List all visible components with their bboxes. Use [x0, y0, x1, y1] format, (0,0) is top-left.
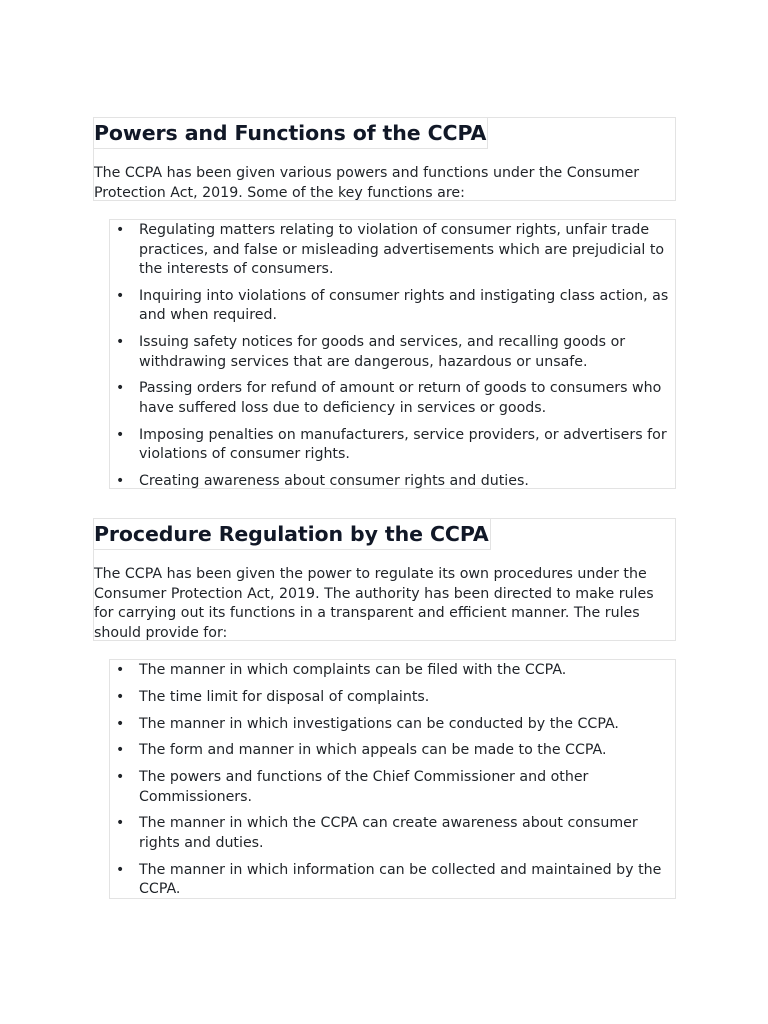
- bullet-icon: •: [116, 769, 125, 786]
- list-item: [110, 715, 675, 735]
- list-item-text: The manner in which investigations can be conducted by the CCPA.: [139, 715, 619, 732]
- bullet-list-box: [109, 219, 676, 489]
- bullet-icon: •: [116, 815, 125, 832]
- list-item: [110, 287, 675, 326]
- section-intro-text: The CCPA has been given the power to regulate its own procedures under the Consumer Protection Act, 2019. The authority has been directed to make rules for carrying out its functions in a transparent and efficient manner. The rules should provide for:: [94, 566, 654, 641]
- bullet-icon: •: [116, 287, 125, 304]
- section-powers-and-functions: [93, 117, 676, 489]
- section-intro-text: The CCPA has been given various powers and functions under the Consumer Protection Act, 2019. Some of the key functions are:: [94, 165, 640, 201]
- bullet-icon: •: [116, 472, 125, 489]
- list-item: [110, 472, 675, 492]
- list-item: [110, 379, 675, 418]
- list-item: [110, 768, 675, 807]
- bullet-list: [110, 661, 675, 900]
- list-item: [110, 741, 675, 761]
- section-heading: Procedure Regulation by the CCPA: [94, 519, 491, 550]
- list-item: [110, 333, 675, 372]
- document-page: [93, 117, 676, 899]
- section-intro-box: [93, 117, 676, 201]
- list-item-text: Passing orders for refund of amount or return of goods to consumers who have suffered loss due to deficiency in services or goods.: [139, 380, 662, 416]
- list-item: [110, 814, 675, 853]
- list-item-text: The manner in which information can be collected and maintained by the CCPA.: [139, 861, 662, 898]
- bullet-icon: •: [116, 662, 125, 678]
- list-item: [110, 861, 675, 900]
- list-item-text: The powers and functions of the Chief Commissioner and other Commissioners.: [139, 769, 589, 805]
- list-item-text: The manner in which complaints can be filed with the CCPA.: [139, 662, 567, 678]
- list-item-text: Imposing penalties on manufacturers, service providers, or advertisers for violations of consumer rights.: [139, 426, 667, 463]
- bullet-icon: •: [116, 742, 125, 759]
- section-procedure-regulation: [93, 518, 676, 899]
- bullet-list: [110, 221, 675, 491]
- list-item: [110, 661, 675, 681]
- list-item: [110, 221, 675, 280]
- bullet-icon: •: [116, 380, 125, 397]
- list-item-text: The form and manner in which appeals can be made to the CCPA.: [139, 742, 607, 759]
- list-item-text: The manner in which the CCPA can create awareness about consumer rights and duties.: [139, 815, 638, 851]
- bullet-icon: •: [116, 715, 125, 732]
- list-item-text: Regulating matters relating to violation of consumer rights, unfair trade practices, and false or misleading advertisements which are prejudicial to the interests of consumers.: [139, 222, 665, 277]
- bullet-icon: •: [116, 334, 125, 351]
- bullet-icon: •: [116, 426, 125, 443]
- bullet-icon: •: [116, 222, 125, 238]
- list-item: [110, 426, 675, 465]
- list-item-text: Inquiring into violations of consumer rights and instigating class action, as and when required.: [139, 287, 669, 324]
- list-item-text: Creating awareness about consumer rights and duties.: [139, 472, 529, 489]
- bullet-list-box: [109, 659, 676, 899]
- section-intro-box: [93, 518, 676, 641]
- list-item-text: Issuing safety notices for goods and services, and recalling goods or withdrawing services that are dangerous, hazardous or unsafe.: [139, 334, 626, 370]
- section-heading: Powers and Functions of the CCPA: [94, 118, 488, 149]
- list-item-text: The time limit for disposal of complaints.: [139, 688, 430, 705]
- list-item: [110, 688, 675, 708]
- bullet-icon: •: [116, 861, 125, 878]
- bullet-icon: •: [116, 688, 125, 705]
